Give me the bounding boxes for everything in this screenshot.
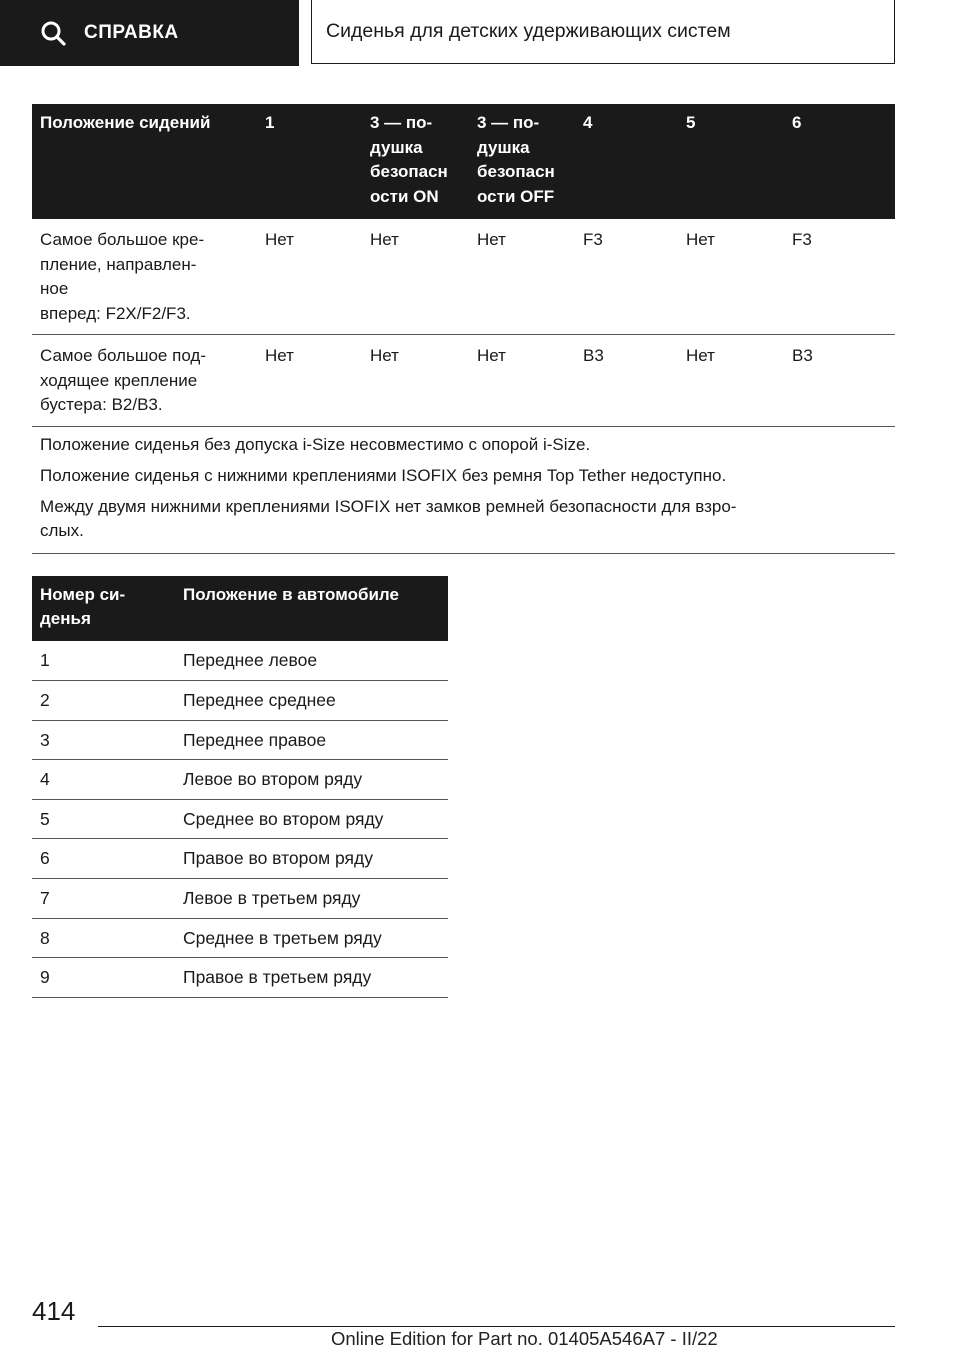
table-row xyxy=(32,219,895,335)
section-title-tab[interactable] xyxy=(311,0,895,64)
table-cell: B3 xyxy=(784,335,895,427)
table-cell: Нет xyxy=(469,219,575,335)
seat-position-table xyxy=(32,576,448,998)
table-cell: Нет xyxy=(678,219,784,335)
table-notes xyxy=(32,426,895,553)
table-row xyxy=(32,760,448,800)
help-label: СПРАВКА xyxy=(84,22,179,43)
table-cell: F3 xyxy=(784,219,895,335)
edition-text: Online Edition for Part no. 01405A546A7 - II/22 xyxy=(331,1328,718,1349)
seat-compatibility-table xyxy=(32,104,895,554)
header-seat-number: Номер си- денья xyxy=(32,576,175,641)
table-row xyxy=(32,879,448,919)
seat-position: Переднее левое xyxy=(175,641,448,681)
header-seat-3-airbag-on: 3 — по- душка безопасн ости ON xyxy=(362,104,469,219)
table-row xyxy=(32,641,448,681)
seat-position: Левое в третьем ряду xyxy=(175,879,448,919)
notes-row xyxy=(32,426,895,553)
seat-number: 9 xyxy=(32,958,175,998)
seat-number: 1 xyxy=(32,641,175,681)
note-isize: Положение сиденья без допуска i-Size несовместимо с опорой i-Size. xyxy=(40,434,591,454)
seat-position: Переднее правое xyxy=(175,720,448,760)
seat-number: 6 xyxy=(32,839,175,879)
row-label: Самое большое под- ходящее крепление бустера: B2/B3. xyxy=(32,335,257,427)
header-position-in-vehicle: Положение в автомобиле xyxy=(175,576,448,641)
footer-divider xyxy=(98,1326,895,1327)
section-title-text: Сиденья для детских удерживающих систем xyxy=(326,20,731,42)
table-row xyxy=(32,720,448,760)
table-row xyxy=(32,335,895,427)
note-seatbelt-locks: Между двумя нижними креплениями ISOFIX нет замков ремней безопасности для взро- слых. xyxy=(40,496,737,540)
table-cell: B3 xyxy=(575,335,678,427)
seat-number: 5 xyxy=(32,799,175,839)
seat-number: 2 xyxy=(32,681,175,721)
table-cell: Нет xyxy=(257,335,362,427)
seat-number: 4 xyxy=(32,760,175,800)
header-seat-position: Положение сидений xyxy=(32,104,257,219)
table-cell: Нет xyxy=(257,219,362,335)
seat-number: 7 xyxy=(32,879,175,919)
row-label: Самое большое кре- пление, направлен- ное вперед: F2X/F2/F3. xyxy=(32,219,257,335)
header-seat-6: 6 xyxy=(784,104,895,219)
header-seat-4: 4 xyxy=(575,104,678,219)
note-top-tether: Положение сиденья с нижними креплениями ISOFIX без ремня Top Tether недоступно. xyxy=(40,465,727,485)
seat-number: 3 xyxy=(32,720,175,760)
seat-position: Правое во втором ряду xyxy=(175,839,448,879)
header-seat-5: 5 xyxy=(678,104,784,219)
seat-table-header-row xyxy=(32,104,895,219)
header-seat-3-airbag-off: 3 — по- душка безопасн ости OFF xyxy=(469,104,575,219)
table-row xyxy=(32,918,448,958)
table-row xyxy=(32,958,448,998)
seat-number: 8 xyxy=(32,918,175,958)
page-number: 414 xyxy=(32,1296,76,1326)
table-row xyxy=(32,799,448,839)
table-row xyxy=(32,681,448,721)
seat-position: Переднее среднее xyxy=(175,681,448,721)
seat-position: Среднее в третьем ряду xyxy=(175,918,448,958)
table-cell: F3 xyxy=(575,219,678,335)
seat-position: Среднее во втором ряду xyxy=(175,799,448,839)
seat-position: Правое в третьем ряду xyxy=(175,958,448,998)
table-cell: Нет xyxy=(362,335,469,427)
search-icon xyxy=(40,20,66,46)
header-seat-1: 1 xyxy=(257,104,362,219)
table-cell: Нет xyxy=(469,335,575,427)
table-row xyxy=(32,839,448,879)
seat-position: Левое во втором ряду xyxy=(175,760,448,800)
help-button[interactable] xyxy=(0,0,299,66)
top-bar xyxy=(0,0,960,66)
position-table-header-row xyxy=(32,576,448,641)
table-cell: Нет xyxy=(678,335,784,427)
table-cell: Нет xyxy=(362,219,469,335)
